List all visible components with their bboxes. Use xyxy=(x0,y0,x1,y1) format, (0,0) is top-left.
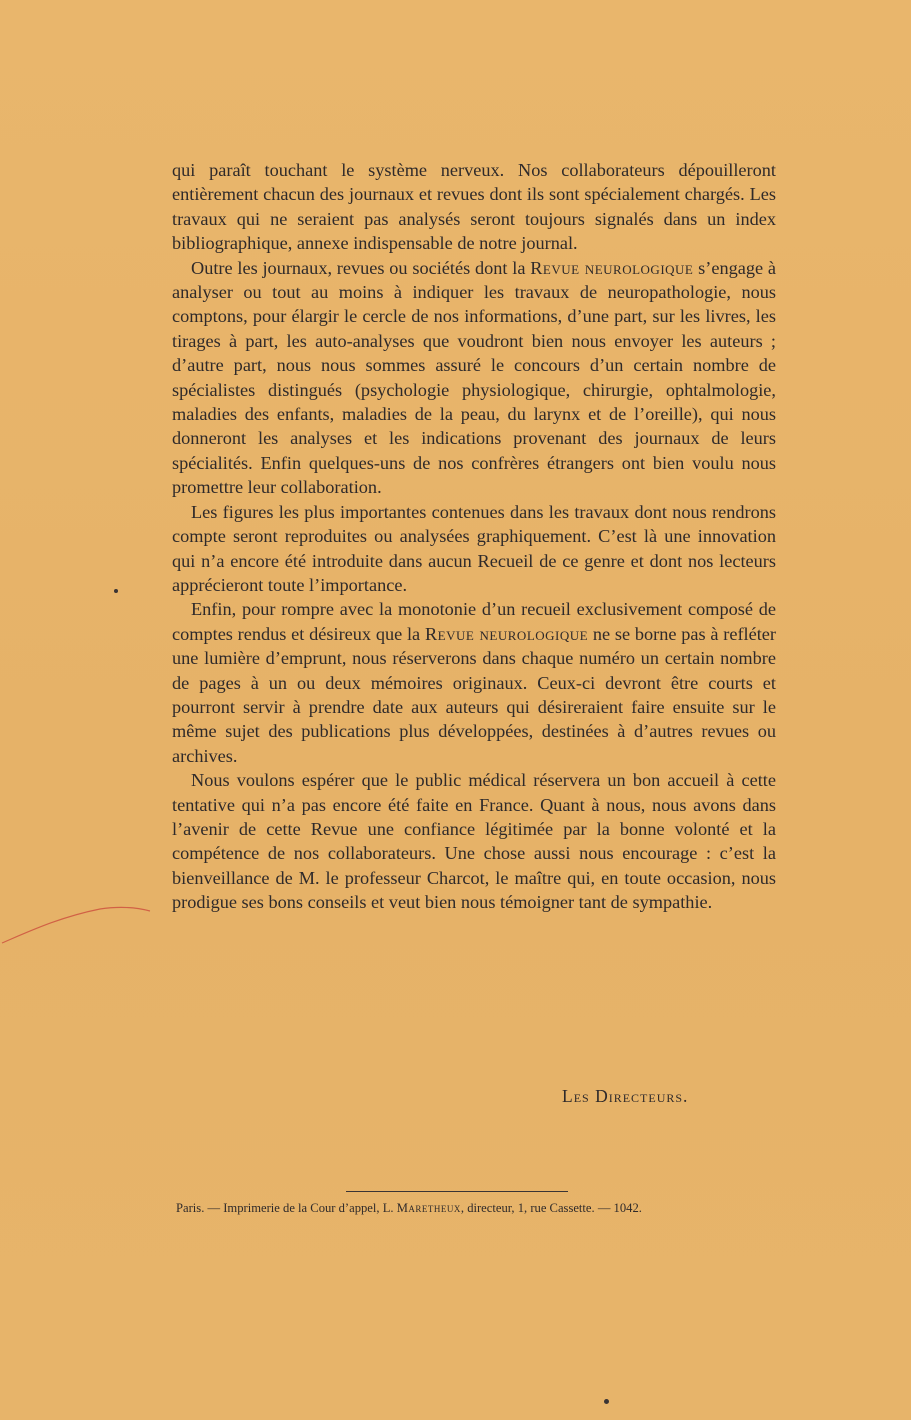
divider-rule xyxy=(346,1191,568,1192)
imprint-printer-name: Maretheux xyxy=(396,1201,461,1215)
imprint-text-after: , directeur, 1, rue Cassette. — 1042. xyxy=(460,1201,642,1215)
imprint-text-before: Paris. — Imprimerie de la Cour d’appel, L. xyxy=(176,1201,397,1215)
signature: Les Directeurs. xyxy=(562,1086,689,1106)
journal-title-smallcaps: Revue neurologique xyxy=(424,623,589,644)
paragraph-1: qui paraît touchant le système nerveux. Nos collaborateurs dépouilleront entièrement chacun des journaux et revues dont ils sont spécialement chargés. Les travaux qui ne seraient pas analysés seront toujours signalés dans un index bibliographique, annexe indispensable de notre journal. xyxy=(172,160,776,254)
ink-speck xyxy=(604,1399,609,1404)
body-text xyxy=(172,158,776,915)
journal-title-smallcaps: Revue neurologique xyxy=(530,257,694,278)
paragraph-5: Nous voulons espérer que le public médical réservera un bon accueil à cette tentative qui n’a pas encore été faite en France. Quant à nous, nous avons dans l’avenir de cette Revue une confiance légitimée par la bonne volonté et la compétence de nos collaborateurs. Une chose aussi nous encourage : c’est la bienveillance de M. le professeur Charcot, le maître qui, en toute occasion, nous prodigue ses bons conseils et veut bien nous témoigner tant de sympathie. xyxy=(172,770,776,913)
red-pen-stroke-mark xyxy=(0,895,160,955)
ink-speck xyxy=(114,589,118,593)
paragraph-3: Les figures les plus importantes contenues dans les travaux dont nous rendrons compte seront reproduites ou analysées graphiquement. C’est là une innovation qui n’a encore été introduite dans aucun Recueil de ce genre et dont nos lecteurs apprécieront toute l’importance. xyxy=(172,501,776,595)
printer-imprint xyxy=(176,1200,776,1216)
paragraph-4: Enfin, pour rompre avec la monotonie d’un recueil exclusivement composé de comptes rendus et désireux que la Revue neurologique ne se borne pas à refléter une lumière d’emprunt, nous réserverons dans chaque numéro un certain nombre de pages à un ou deux mémoires originaux. Ceux-ci devront être courts et pourront servir à prendre date aux auteurs qui désireraient faire ensuite sur le même sujet des publications plus développées, destinées à d’autres revues ou archives. xyxy=(172,599,777,766)
paragraph-2: Outre les journaux, revues ou sociétés dont la Revue neurologique s’engage à analyser ou tout au moins à indiquer les travaux de neuropathologie, nous comptons, pour élargir le cercle de nos informations, d’une part, sur les livres, les tirages à part, les auto-analyses que voudront bien nous envoyer les auteurs ; d’autre part, nous nous sommes assuré le concours d’un certain nombre de spécialistes distingués (psychologie physiologique, chirurgie, ophtalmologie, maladies des enfants, maladies de la peau, du larynx et de l’oreille), qui nous donneront les analyses et les indications provenant des journaux de leurs spécialités. Enfin quelques-uns de nos confrères étrangers ont bien voulu nous promettre leur collaboration. xyxy=(172,257,776,498)
